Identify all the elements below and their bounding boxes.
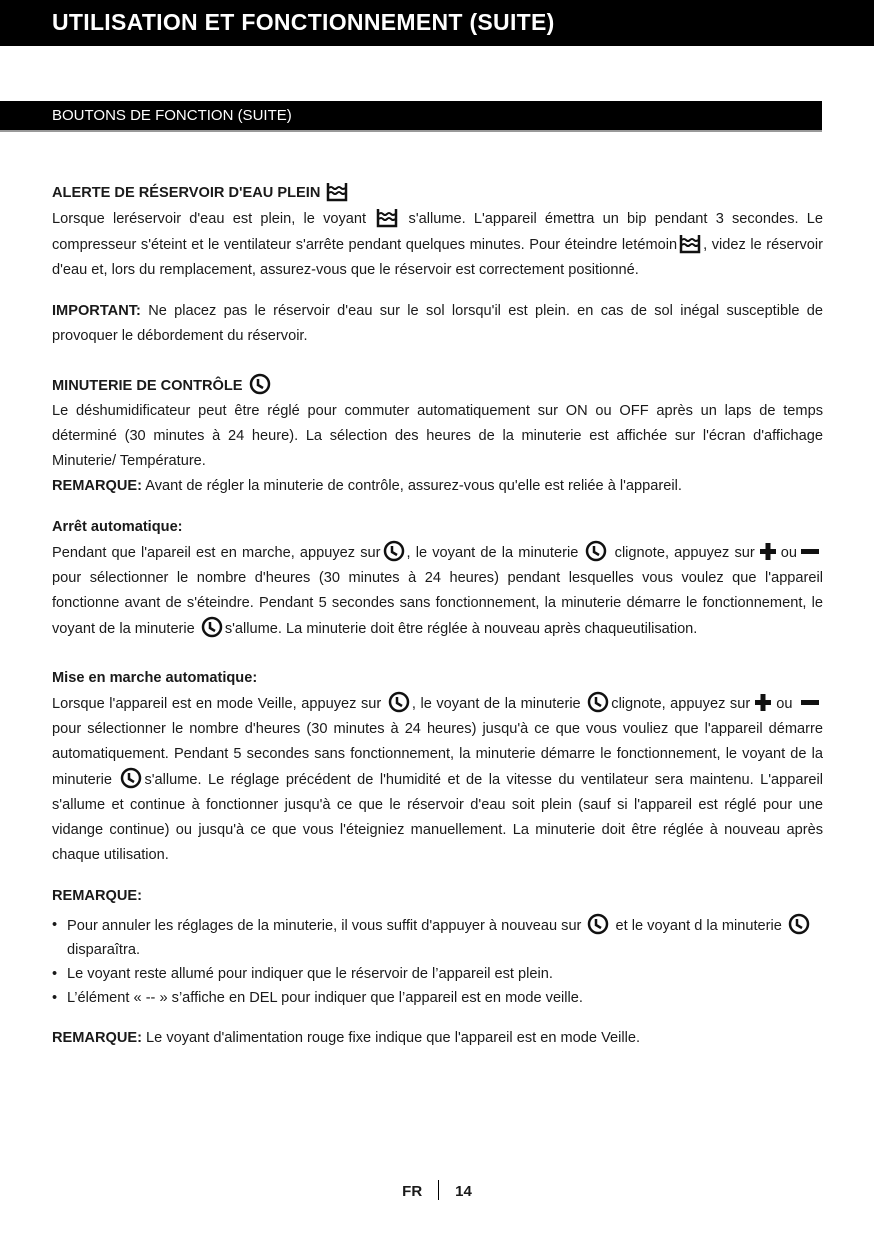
text: ou <box>780 545 797 561</box>
water-tank-full-icon <box>326 180 348 202</box>
clock-icon <box>201 616 223 638</box>
list-item: • Le voyant reste allumé pour indiquer que le réservoir de l’appareil est plein. <box>67 962 823 986</box>
alert-title: ALERTE DE RÉSERVOIR D'EAU PLEIN <box>52 185 321 201</box>
text: clignote, appuyez sur <box>614 545 755 561</box>
clock-icon <box>788 913 810 935</box>
page-header <box>0 0 874 46</box>
text: disparaîtra. <box>67 942 141 958</box>
text: Lorsque l'appareil est en mode Veille, appuyez sur <box>52 696 382 712</box>
auto-on-paragraph <box>52 691 823 868</box>
text: s'allume. L'appareil émettra un bip pendant 3 secondes. Le compresseur s'éteint et le ventilateur s'arrête pendant quelques minutes. Pour éteindre letémoin <box>52 211 823 253</box>
text: Le voyant d'alimentation rouge fixe indique que l'appareil est en mode Veille. <box>142 1030 641 1046</box>
section-header <box>0 101 822 132</box>
plus-icon <box>752 691 774 713</box>
content <box>52 180 823 1051</box>
important-note <box>52 299 823 349</box>
minus-icon <box>799 691 821 713</box>
plus-icon <box>757 540 779 562</box>
auto-off-heading: Arrêt automatique: <box>52 519 183 535</box>
text: et le voyant d la minuterie <box>615 918 782 934</box>
note-label: REMARQUE: <box>52 478 142 494</box>
clock-icon <box>383 540 405 562</box>
important-label: IMPORTANT: <box>52 303 141 319</box>
timer-heading <box>52 373 823 399</box>
clock-icon <box>587 913 609 935</box>
clock-icon <box>120 767 142 789</box>
water-tank-full-icon <box>376 206 398 228</box>
text: pour sélectionner le nombre d'heures (30 minutes à 24 heures) pendant lesquelles vous voulez que l'appareil fonctionne avant de s'éteindre. Pendant 5 secondes sans fonctionnement, la minuterie démarre le fonctionnement, le voyant de la minuterie <box>52 570 823 637</box>
text: Ne placez pas le réservoir d'eau sur le sol lorsqu'il est plein. en cas de sol inégal susceptible de provoquer le débordement du réservoir. <box>52 303 823 344</box>
timer-paragraph: Le déshumidificateur peut être réglé pour commuter automatiquement sur ON ou OFF après un laps de temps déterminé (30 minutes à 24 heure). La sélection des heures de la minuterie est affichée sur l'écran d'affichage Minuterie/ Température. <box>52 403 823 469</box>
auto-on-heading: Mise en marche automatique: <box>52 670 258 686</box>
remarks-heading: REMARQUE: <box>52 888 142 904</box>
text: Lorsque leréservoir d'eau est plein, le voyant <box>52 211 367 227</box>
page-footer <box>0 1180 874 1200</box>
auto-off-paragraph <box>52 540 823 642</box>
text: , le voyant de la minuterie <box>406 545 579 561</box>
text: ou <box>776 696 793 712</box>
clock-icon <box>585 540 607 562</box>
remarks-list <box>52 913 823 1010</box>
text: s'allume. Le réglage précédent de l'humidité et de la vitesse du ventilateur sera maintenu. L'appareil s'allume et continue à fonctionner jusqu'à ce que le réservoir d'eau soit plein (sauf si l'appareil est réglé pour une vidange continue) ou jusqu'à ce que vous l'éteigniez manuellement. La minuterie doit être réglée à nouveau après chaque utilisation. <box>52 772 823 863</box>
text: Pour annuler les réglages de la minuterie, il vous suffit d'appuyer à nouveau sur <box>67 918 582 934</box>
clock-icon <box>249 373 271 395</box>
text: pour sélectionner le nombre d'heures (30 minutes à 24 heures) jusqu'à ce que vous vouliez que l'appareil démarre automatiquement. Pendant 5 secondes sans fonctionnement, la minuterie démarre le fonctionnement, le voyant de la minuterie <box>52 721 823 788</box>
text: s'allume. La minuterie doit être réglée à nouveau après chaqueutilisation. <box>224 621 698 637</box>
text: Pendant que l'apareil est en marche, appuyez sur <box>52 545 381 561</box>
final-note <box>52 1026 823 1051</box>
text: , le voyant de la minuterie <box>411 696 581 712</box>
timer-title: MINUTERIE DE CONTRÔLE <box>52 378 243 394</box>
divider <box>438 1180 439 1200</box>
list-item: • L’élément « -- » s’affiche en DEL pour indiquer que l’appareil est en mode veille. <box>67 986 823 1010</box>
water-tank-full-icon <box>679 232 701 254</box>
clock-icon <box>587 691 609 713</box>
text: clignote, appuyez sur <box>611 696 751 712</box>
text: , videz le réservoir d'eau et, lors du remplacement, assurez-vous que le réservoir est correctement positionné. <box>52 237 823 278</box>
text: Avant de régler la minuterie de contrôle, assurez-vous qu'elle est reliée à l'appareil. <box>142 478 682 494</box>
alert-heading <box>52 180 823 206</box>
page-title: UTILISATION ET FONCTIONNEMENT (SUITE) <box>52 9 555 35</box>
section-title: BOUTONS DE FONCTION (SUITE) <box>52 107 292 124</box>
list-item <box>67 913 823 962</box>
alert-paragraph <box>52 206 823 283</box>
note-label: REMARQUE: <box>52 1030 142 1046</box>
page-number: 14 <box>455 1183 472 1200</box>
minus-icon <box>799 540 821 562</box>
timer-note <box>52 474 823 499</box>
language-code: FR <box>402 1183 423 1200</box>
clock-icon <box>388 691 410 713</box>
